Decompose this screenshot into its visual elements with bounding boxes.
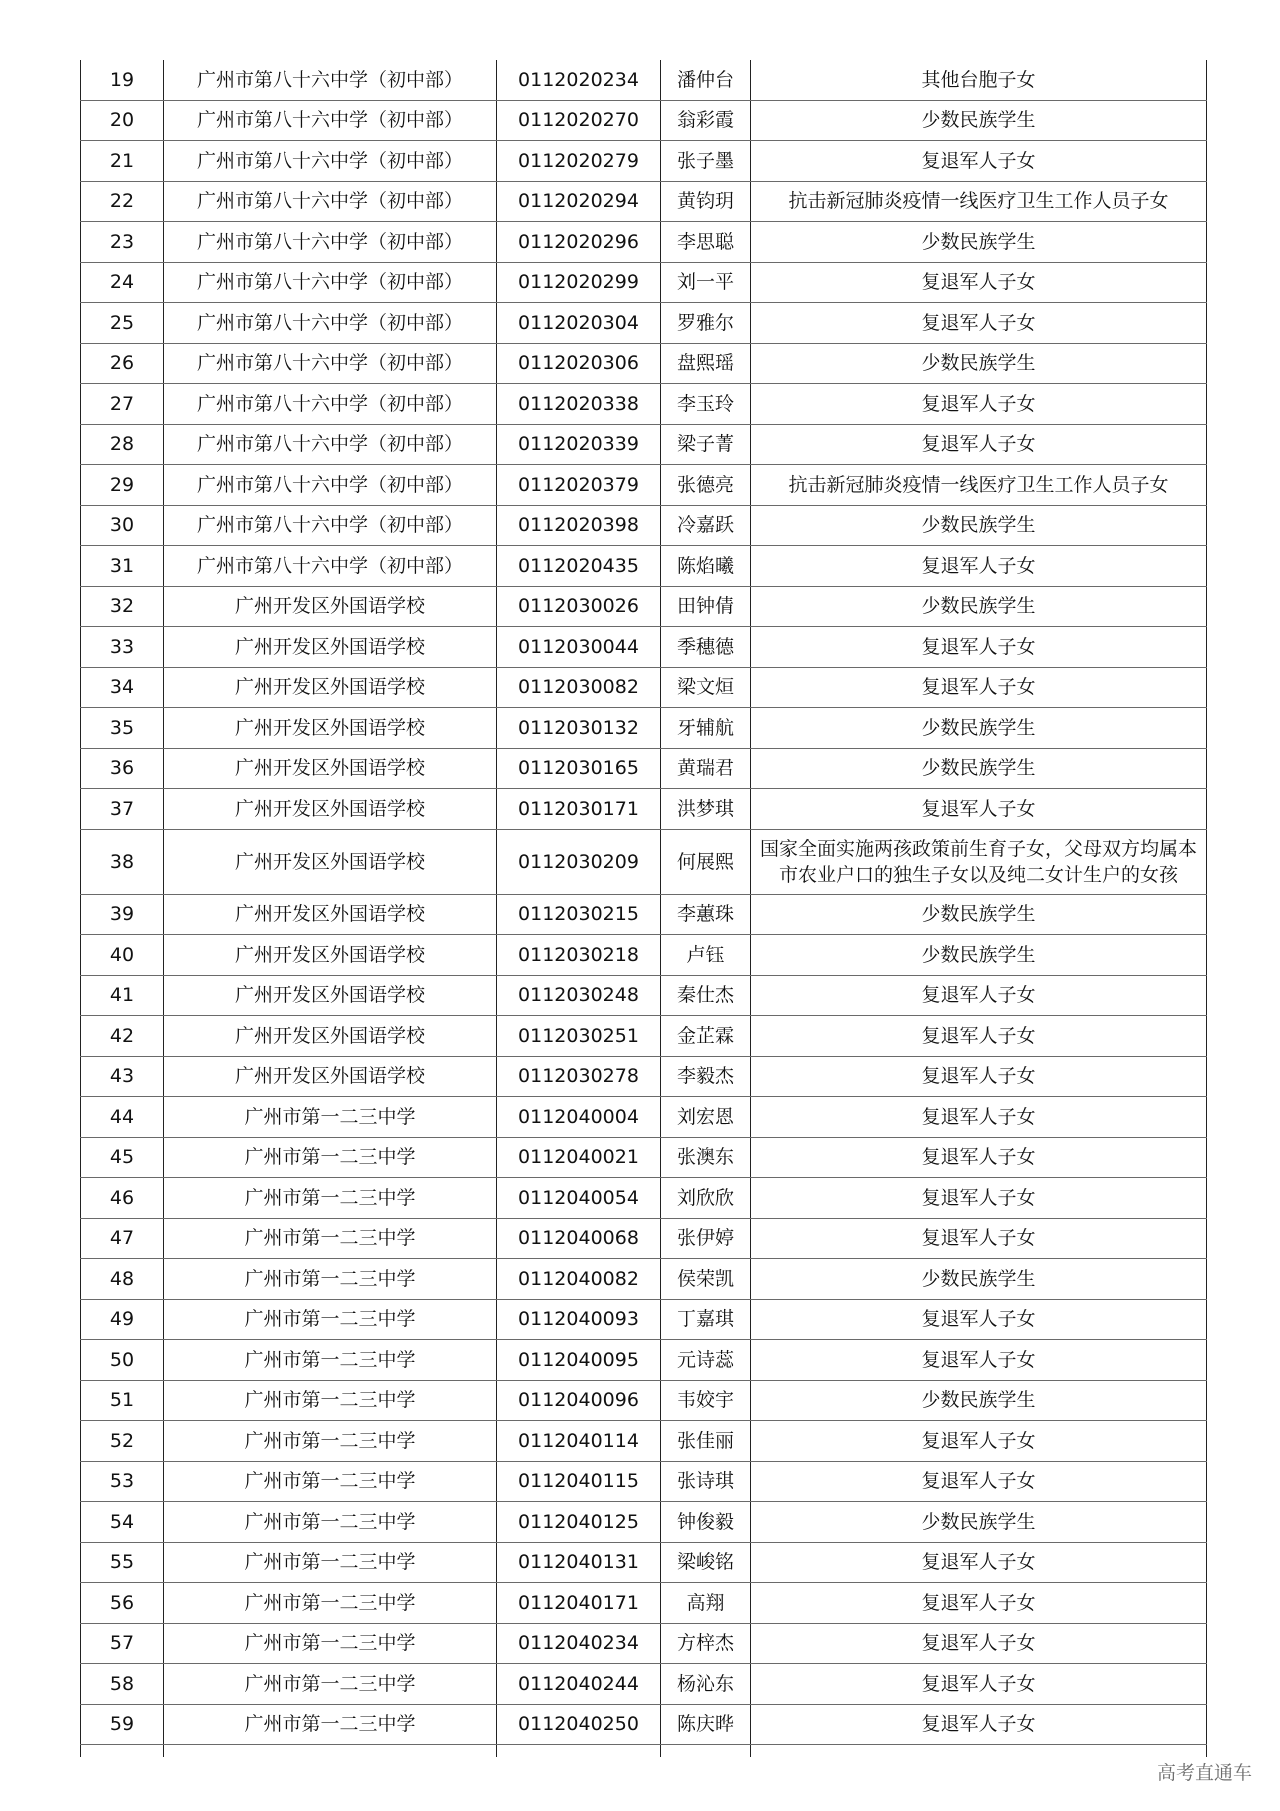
- row-number-cell: 30: [81, 505, 164, 546]
- empty-cell: [751, 1745, 1207, 1758]
- row-number-cell: 55: [81, 1542, 164, 1583]
- category-cell: 复退军人子女: [751, 1340, 1207, 1381]
- student-name-cell: 张澳东: [661, 1137, 751, 1178]
- school-cell: 广州开发区外国语学校: [164, 975, 497, 1016]
- category-cell: 国家全面实施两孩政策前生育子女，父母双方均属本市农业户口的独生子女以及纯二女计生户的女孩: [751, 829, 1207, 894]
- student-id-cell: 0112030251: [497, 1016, 661, 1057]
- school-cell: 广州市第一二三中学: [164, 1218, 497, 1259]
- school-cell: 广州开发区外国语学校: [164, 586, 497, 627]
- empty-cell: [81, 1745, 164, 1758]
- row-number-cell: 36: [81, 748, 164, 789]
- table-row: [81, 1502, 1207, 1543]
- row-number-cell: 32: [81, 586, 164, 627]
- school-cell: 广州市第一二三中学: [164, 1704, 497, 1745]
- student-id-cell: 0112030132: [497, 708, 661, 749]
- table-row: [81, 384, 1207, 425]
- row-number-cell: 50: [81, 1340, 164, 1381]
- category-cell: 复退军人子女: [751, 1583, 1207, 1624]
- table-row: [81, 141, 1207, 182]
- school-cell: 广州市第八十六中学（初中部）: [164, 343, 497, 384]
- school-cell: 广州开发区外国语学校: [164, 935, 497, 976]
- student-name-cell: 张佳丽: [661, 1421, 751, 1462]
- student-name-cell: 盘熙瑶: [661, 343, 751, 384]
- school-cell: 广州市第一二三中学: [164, 1583, 497, 1624]
- student-id-cell: 0112040125: [497, 1502, 661, 1543]
- student-id-cell: 0112040171: [497, 1583, 661, 1624]
- student-name-cell: 何展熙: [661, 829, 751, 894]
- category-cell: 复退军人子女: [751, 262, 1207, 303]
- category-cell: 复退军人子女: [751, 1704, 1207, 1745]
- table-row: [81, 1421, 1207, 1462]
- watermark-text: 高考直通车: [1156, 1762, 1252, 1784]
- student-id-cell: 0112040068: [497, 1218, 661, 1259]
- row-number-cell: 47: [81, 1218, 164, 1259]
- student-id-cell: 0112020306: [497, 343, 661, 384]
- category-cell: 少数民族学生: [751, 1502, 1207, 1543]
- student-id-cell: 0112040096: [497, 1380, 661, 1421]
- category-cell: 复退军人子女: [751, 1664, 1207, 1705]
- category-cell: 少数民族学生: [751, 748, 1207, 789]
- student-name-cell: 钟俊毅: [661, 1502, 751, 1543]
- category-cell: 复退军人子女: [751, 1016, 1207, 1057]
- table-row: [81, 1218, 1207, 1259]
- student-id-cell: 0112020435: [497, 546, 661, 587]
- student-name-cell: 黄钧玥: [661, 181, 751, 222]
- table-row: [81, 1178, 1207, 1219]
- row-number-cell: 39: [81, 894, 164, 935]
- school-cell: 广州市第一二三中学: [164, 1178, 497, 1219]
- student-id-cell: 0112020294: [497, 181, 661, 222]
- student-id-cell: 0112040004: [497, 1097, 661, 1138]
- table-row: [81, 343, 1207, 384]
- student-id-cell: 0112020379: [497, 465, 661, 506]
- school-cell: 广州开发区外国语学校: [164, 1016, 497, 1057]
- row-number-cell: 44: [81, 1097, 164, 1138]
- category-cell: 复退军人子女: [751, 1056, 1207, 1097]
- student-name-cell: 陈庆晔: [661, 1704, 751, 1745]
- category-cell: 复退军人子女: [751, 1299, 1207, 1340]
- category-cell: 复退军人子女: [751, 667, 1207, 708]
- category-cell: 少数民族学生: [751, 100, 1207, 141]
- school-cell: 广州开发区外国语学校: [164, 748, 497, 789]
- empty-cell: [661, 1745, 751, 1758]
- student-name-cell: 高翔: [661, 1583, 751, 1624]
- table-row: [81, 667, 1207, 708]
- school-cell: 广州开发区外国语学校: [164, 1056, 497, 1097]
- student-id-cell: 0112030044: [497, 627, 661, 668]
- student-name-cell: 刘宏恩: [661, 1097, 751, 1138]
- table-row: [81, 789, 1207, 830]
- student-id-cell: 0112040244: [497, 1664, 661, 1705]
- student-name-cell: 李思聪: [661, 222, 751, 263]
- table-row: [81, 1542, 1207, 1583]
- category-cell: 复退军人子女: [751, 1178, 1207, 1219]
- table-row: [81, 546, 1207, 587]
- table-row: [81, 1583, 1207, 1624]
- school-cell: 广州市第八十六中学（初中部）: [164, 505, 497, 546]
- student-name-cell: 冷嘉跃: [661, 505, 751, 546]
- row-number-cell: 23: [81, 222, 164, 263]
- student-name-cell: 罗雅尔: [661, 303, 751, 344]
- category-cell: 复退军人子女: [751, 1461, 1207, 1502]
- student-id-cell: 0112030248: [497, 975, 661, 1016]
- student-name-cell: 梁子菁: [661, 424, 751, 465]
- row-number-cell: 52: [81, 1421, 164, 1462]
- student-id-cell: 0112030209: [497, 829, 661, 894]
- category-cell: 复退军人子女: [751, 141, 1207, 182]
- row-number-cell: 41: [81, 975, 164, 1016]
- row-number-cell: 24: [81, 262, 164, 303]
- school-cell: 广州市第八十六中学（初中部）: [164, 181, 497, 222]
- school-cell: 广州市第八十六中学（初中部）: [164, 60, 497, 100]
- school-cell: 广州开发区外国语学校: [164, 789, 497, 830]
- student-name-cell: 张子墨: [661, 141, 751, 182]
- table-row: [81, 222, 1207, 263]
- student-roster-table: [80, 60, 1207, 1757]
- category-cell: 少数民族学生: [751, 894, 1207, 935]
- table-row: [81, 708, 1207, 749]
- student-name-cell: 梁文烜: [661, 667, 751, 708]
- student-id-cell: 0112020279: [497, 141, 661, 182]
- table-row: [81, 1137, 1207, 1178]
- category-cell: 复退军人子女: [751, 424, 1207, 465]
- student-name-cell: 洪梦琪: [661, 789, 751, 830]
- school-cell: 广州开发区外国语学校: [164, 708, 497, 749]
- student-name-cell: 李玉玲: [661, 384, 751, 425]
- table-row: [81, 1380, 1207, 1421]
- student-id-cell: 0112040021: [497, 1137, 661, 1178]
- row-number-cell: 25: [81, 303, 164, 344]
- row-number-cell: 57: [81, 1623, 164, 1664]
- table-row: [81, 975, 1207, 1016]
- table-row: [81, 586, 1207, 627]
- student-name-cell: 季穗德: [661, 627, 751, 668]
- student-id-cell: 0112020339: [497, 424, 661, 465]
- school-cell: 广州市第一二三中学: [164, 1664, 497, 1705]
- student-name-cell: 秦仕杰: [661, 975, 751, 1016]
- student-id-cell: 0112030165: [497, 748, 661, 789]
- student-name-cell: 陈焰曦: [661, 546, 751, 587]
- table-row: [81, 60, 1207, 100]
- category-cell: 少数民族学生: [751, 708, 1207, 749]
- empty-cell: [164, 1745, 497, 1758]
- row-number-cell: 58: [81, 1664, 164, 1705]
- row-number-cell: 26: [81, 343, 164, 384]
- student-id-cell: 0112040082: [497, 1259, 661, 1300]
- category-cell: 复退军人子女: [751, 1623, 1207, 1664]
- table-row: [81, 1623, 1207, 1664]
- student-name-cell: 张伊婷: [661, 1218, 751, 1259]
- row-number-cell: 53: [81, 1461, 164, 1502]
- student-id-cell: 0112040114: [497, 1421, 661, 1462]
- school-cell: 广州市第一二三中学: [164, 1380, 497, 1421]
- table-row: [81, 1664, 1207, 1705]
- student-name-cell: 丁嘉琪: [661, 1299, 751, 1340]
- category-cell: 少数民族学生: [751, 1380, 1207, 1421]
- table-row: [81, 1461, 1207, 1502]
- school-cell: 广州开发区外国语学校: [164, 829, 497, 894]
- student-id-cell: 0112030278: [497, 1056, 661, 1097]
- student-name-cell: 黄瑞君: [661, 748, 751, 789]
- table-row: [81, 424, 1207, 465]
- student-id-cell: 0112030026: [497, 586, 661, 627]
- student-name-cell: 刘一平: [661, 262, 751, 303]
- row-number-cell: 21: [81, 141, 164, 182]
- table-row: [81, 1259, 1207, 1300]
- school-cell: 广州市第一二三中学: [164, 1299, 497, 1340]
- table-row: [81, 627, 1207, 668]
- student-id-cell: 0112020270: [497, 100, 661, 141]
- category-cell: 抗击新冠肺炎疫情一线医疗卫生工作人员子女: [751, 465, 1207, 506]
- category-cell: 复退军人子女: [751, 303, 1207, 344]
- category-cell: 少数民族学生: [751, 1259, 1207, 1300]
- school-cell: 广州市第八十六中学（初中部）: [164, 424, 497, 465]
- student-id-cell: 0112030171: [497, 789, 661, 830]
- category-cell: 复退军人子女: [751, 546, 1207, 587]
- row-number-cell: 43: [81, 1056, 164, 1097]
- student-name-cell: 田钟倩: [661, 586, 751, 627]
- table-row: [81, 1340, 1207, 1381]
- table-row: [81, 303, 1207, 344]
- roster-body: [81, 60, 1207, 1757]
- row-number-cell: 38: [81, 829, 164, 894]
- row-number-cell: 19: [81, 60, 164, 100]
- school-cell: 广州市第八十六中学（初中部）: [164, 465, 497, 506]
- school-cell: 广州市第八十六中学（初中部）: [164, 303, 497, 344]
- table-row: [81, 262, 1207, 303]
- row-number-cell: 22: [81, 181, 164, 222]
- student-name-cell: 梁峻铭: [661, 1542, 751, 1583]
- student-id-cell: 0112020338: [497, 384, 661, 425]
- table-row: [81, 181, 1207, 222]
- category-cell: 复退军人子女: [751, 1542, 1207, 1583]
- school-cell: 广州市第八十六中学（初中部）: [164, 222, 497, 263]
- table-row: [81, 505, 1207, 546]
- category-cell: 复退军人子女: [751, 1097, 1207, 1138]
- category-cell: 少数民族学生: [751, 343, 1207, 384]
- student-id-cell: 0112030215: [497, 894, 661, 935]
- table-row: [81, 748, 1207, 789]
- student-id-cell: 0112040250: [497, 1704, 661, 1745]
- school-cell: 广州市第一二三中学: [164, 1542, 497, 1583]
- student-id-cell: 0112040054: [497, 1178, 661, 1219]
- table-row: [81, 1704, 1207, 1745]
- student-name-cell: 金芷霖: [661, 1016, 751, 1057]
- table-row: [81, 1016, 1207, 1057]
- school-cell: 广州市第一二三中学: [164, 1340, 497, 1381]
- category-cell: 复退军人子女: [751, 1421, 1207, 1462]
- school-cell: 广州市第一二三中学: [164, 1097, 497, 1138]
- row-number-cell: 48: [81, 1259, 164, 1300]
- category-cell: 其他台胞子女: [751, 60, 1207, 100]
- student-id-cell: 0112040115: [497, 1461, 661, 1502]
- category-cell: 少数民族学生: [751, 222, 1207, 263]
- row-number-cell: 31: [81, 546, 164, 587]
- student-id-cell: 0112020299: [497, 262, 661, 303]
- category-cell: 复退军人子女: [751, 789, 1207, 830]
- student-name-cell: 刘欣欣: [661, 1178, 751, 1219]
- table-row: [81, 1056, 1207, 1097]
- category-cell: 复退军人子女: [751, 1137, 1207, 1178]
- category-cell: 少数民族学生: [751, 935, 1207, 976]
- student-name-cell: 牙辅航: [661, 708, 751, 749]
- row-number-cell: 40: [81, 935, 164, 976]
- empty-cell: [497, 1745, 661, 1758]
- student-id-cell: 0112020296: [497, 222, 661, 263]
- student-id-cell: 0112020398: [497, 505, 661, 546]
- student-name-cell: 潘仲台: [661, 60, 751, 100]
- school-cell: 广州市第八十六中学（初中部）: [164, 262, 497, 303]
- row-number-cell: 29: [81, 465, 164, 506]
- student-name-cell: 侯荣凯: [661, 1259, 751, 1300]
- row-number-cell: 20: [81, 100, 164, 141]
- student-id-cell: 0112040095: [497, 1340, 661, 1381]
- row-number-cell: 35: [81, 708, 164, 749]
- student-id-cell: 0112020304: [497, 303, 661, 344]
- category-cell: 少数民族学生: [751, 586, 1207, 627]
- school-cell: 广州市第一二三中学: [164, 1137, 497, 1178]
- table-row: [81, 465, 1207, 506]
- student-name-cell: 张德亮: [661, 465, 751, 506]
- student-id-cell: 0112040093: [497, 1299, 661, 1340]
- row-number-cell: 33: [81, 627, 164, 668]
- student-id-cell: 0112040131: [497, 1542, 661, 1583]
- row-number-cell: 28: [81, 424, 164, 465]
- student-name-cell: 方梓杰: [661, 1623, 751, 1664]
- category-cell: 复退军人子女: [751, 627, 1207, 668]
- student-id-cell: 0112030082: [497, 667, 661, 708]
- student-id-cell: 0112020234: [497, 60, 661, 100]
- school-cell: 广州市第一二三中学: [164, 1259, 497, 1300]
- student-name-cell: 李毅杰: [661, 1056, 751, 1097]
- table-row: [81, 894, 1207, 935]
- row-number-cell: 54: [81, 1502, 164, 1543]
- row-number-cell: 34: [81, 667, 164, 708]
- school-cell: 广州开发区外国语学校: [164, 894, 497, 935]
- school-cell: 广州市第八十六中学（初中部）: [164, 546, 497, 587]
- row-number-cell: 59: [81, 1704, 164, 1745]
- school-cell: 广州市第八十六中学（初中部）: [164, 384, 497, 425]
- school-cell: 广州市第一二三中学: [164, 1461, 497, 1502]
- category-cell: 抗击新冠肺炎疫情一线医疗卫生工作人员子女: [751, 181, 1207, 222]
- row-number-cell: 51: [81, 1380, 164, 1421]
- student-name-cell: 李蕙珠: [661, 894, 751, 935]
- school-cell: 广州开发区外国语学校: [164, 667, 497, 708]
- school-cell: 广州市第一二三中学: [164, 1502, 497, 1543]
- table-row-continuation: [81, 1745, 1207, 1758]
- category-cell: 复退军人子女: [751, 1218, 1207, 1259]
- school-cell: 广州市第八十六中学（初中部）: [164, 100, 497, 141]
- row-number-cell: 45: [81, 1137, 164, 1178]
- student-name-cell: 韦姣宇: [661, 1380, 751, 1421]
- row-number-cell: 49: [81, 1299, 164, 1340]
- category-cell: 复退军人子女: [751, 384, 1207, 425]
- table-row: [81, 935, 1207, 976]
- row-number-cell: 42: [81, 1016, 164, 1057]
- row-number-cell: 27: [81, 384, 164, 425]
- student-name-cell: 杨沁东: [661, 1664, 751, 1705]
- school-cell: 广州市第一二三中学: [164, 1623, 497, 1664]
- student-id-cell: 0112030218: [497, 935, 661, 976]
- table-row: [81, 1299, 1207, 1340]
- table-row: [81, 829, 1207, 894]
- student-name-cell: 元诗蕊: [661, 1340, 751, 1381]
- student-name-cell: 翁彩霞: [661, 100, 751, 141]
- school-cell: 广州市第一二三中学: [164, 1421, 497, 1462]
- category-cell: 复退军人子女: [751, 975, 1207, 1016]
- school-cell: 广州市第八十六中学（初中部）: [164, 141, 497, 182]
- student-name-cell: 卢钰: [661, 935, 751, 976]
- school-cell: 广州开发区外国语学校: [164, 627, 497, 668]
- row-number-cell: 46: [81, 1178, 164, 1219]
- table-row: [81, 1097, 1207, 1138]
- category-cell: 少数民族学生: [751, 505, 1207, 546]
- row-number-cell: 56: [81, 1583, 164, 1624]
- table-row: [81, 100, 1207, 141]
- student-id-cell: 0112040234: [497, 1623, 661, 1664]
- row-number-cell: 37: [81, 789, 164, 830]
- student-name-cell: 张诗琪: [661, 1461, 751, 1502]
